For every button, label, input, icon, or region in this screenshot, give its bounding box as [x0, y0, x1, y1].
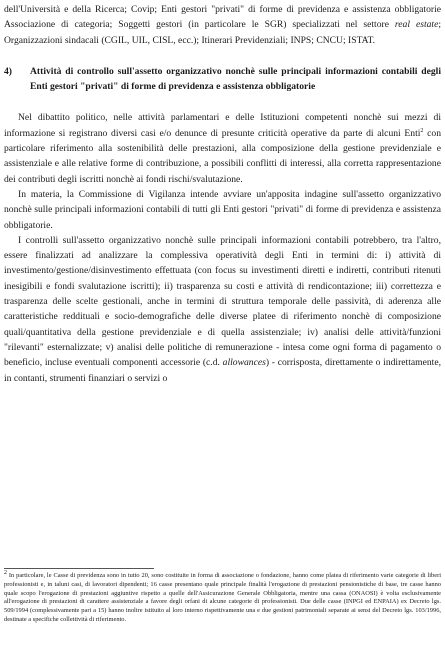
- intro-paragraph: dell'Università e della Ricerca; Covip; Enti gestori "privati" di forme di previdenza e assistenza obbligatorie Associazione di categoria; Soggetti gestori (in particolare le SGR) specializzati nel settore real estate; Organizzazioni sindacali (CGIL, UIL, CISL, ecc.); Itinerari Previdenziali; INPS; CNCU; ISTAT.: [4, 4, 442, 46]
- footnote-separator: [4, 568, 154, 569]
- paragraph-1: Nel dibattito politico, nelle attività parlamentari e delle Istituzioni competenti nonchè sui mezzi di informazione si registrano diversi casi e/o denunce di presunte criticità operative da parte di alcuni Enti$^2$ con particolare riferimento alla sostenibilità delle prestazioni, alla composizione della gestione previdenziale e assistenziale e alle relative forme di contribuzione, a possibili conflitti di interessi, alla corretta rappresentazione dei contributi degli iscritti nonchè ai fondi rischi/svalutazione.: [4, 112, 441, 185]
- footnote-reference[interactable]: 2: [420, 127, 424, 134]
- paragraph-2: In materia, la Commissione di Vigilanza intende avviare un'apposita indagine sull'assetto organizzativo nonchè sulle principali informazioni contabili di tutti gli Enti gestori "privati" di forme di previdenza e assistenza obbligatorie.: [4, 188, 441, 231]
- section-number: 4): [4, 65, 12, 77]
- footnote-marker: 2: [4, 569, 7, 576]
- paragraph-3: I controlli sull'assetto organizzativo nonchè sulle principali informazioni contabili potrebbero, tra l'altro, essere finalizzati ad analizzare la complessiva operatività degli Enti in termini di: i) attività di investimento/gestione/disinvestimento effettuata (con focus su investimenti diretti e indiretti, contributi ritenuti inesigibili e fondi svalutazione iscritti); ii) trasparenza su costi e attività di rendicontazione; iii) correttezza e trasparenza delle scelte gestionali, anche in termini di struttura temporale delle passività, di aderenza alle caratteristiche reddituali e socio-demografiche delle diverse platee di riferimento nonchè di composizione quali/quantitativa della gestione previdenziale e di quella assistenziale; iv) analisi delle attività/funzioni "rilevanti" esternalizzate; v) analisi delle politiche di remunerazione - intesa come ogni forma di pagamento o beneficio, incluse eventuali componenti accessorie (c.d. allowances) - corrisposta, direttamente o indirettamente, in contanti, strumenti finanziari o servizi o: [4, 234, 441, 384]
- body-text: [4, 2, 441, 386]
- footnote-text: In particolare, le Casse di previdenza sono in tutto 20, sono costituite in forma di associazione o fondazione, hanno come platea di riferimento varie categorie di liberi professionisti e, in taluni casi, di lavoratori dipendenti; 16 casse presentano quale principale finalità l'erogazione di prestazioni pensionistiche di base, tre casse hanno quale scopo l'erogazione di prestazioni aggiuntive rispetto a quelle dell'Assicurazione Generale Obbligatoria, mentre una cassa (ONAOSI) è volta esclusivamente all'erogazione di prestazioni di carattere assistenziale a favore degli orfani di alcune categorie di professionisti. Due delle casse (INPGI ed ENPAIA) ex Decreto lgs. 509/1994 (complessivamente pari a 15) hanno inoltre istituito al loro interno rispettivamente una e due gestioni patrimoniali separate ai sensi del Decreto lgs. 103/1996, destinate a specifiche collettività di riferimento.: [4, 572, 441, 623]
- section-title: Attività di controllo sull'assetto organizzativo nonchè sulle principali informazioni contabili degli Enti gestori "privati" di forme di previdenza e assistenza obbligatorie: [30, 65, 441, 93]
- footnote: [4, 569, 441, 625]
- section-4-heading: [4, 64, 441, 95]
